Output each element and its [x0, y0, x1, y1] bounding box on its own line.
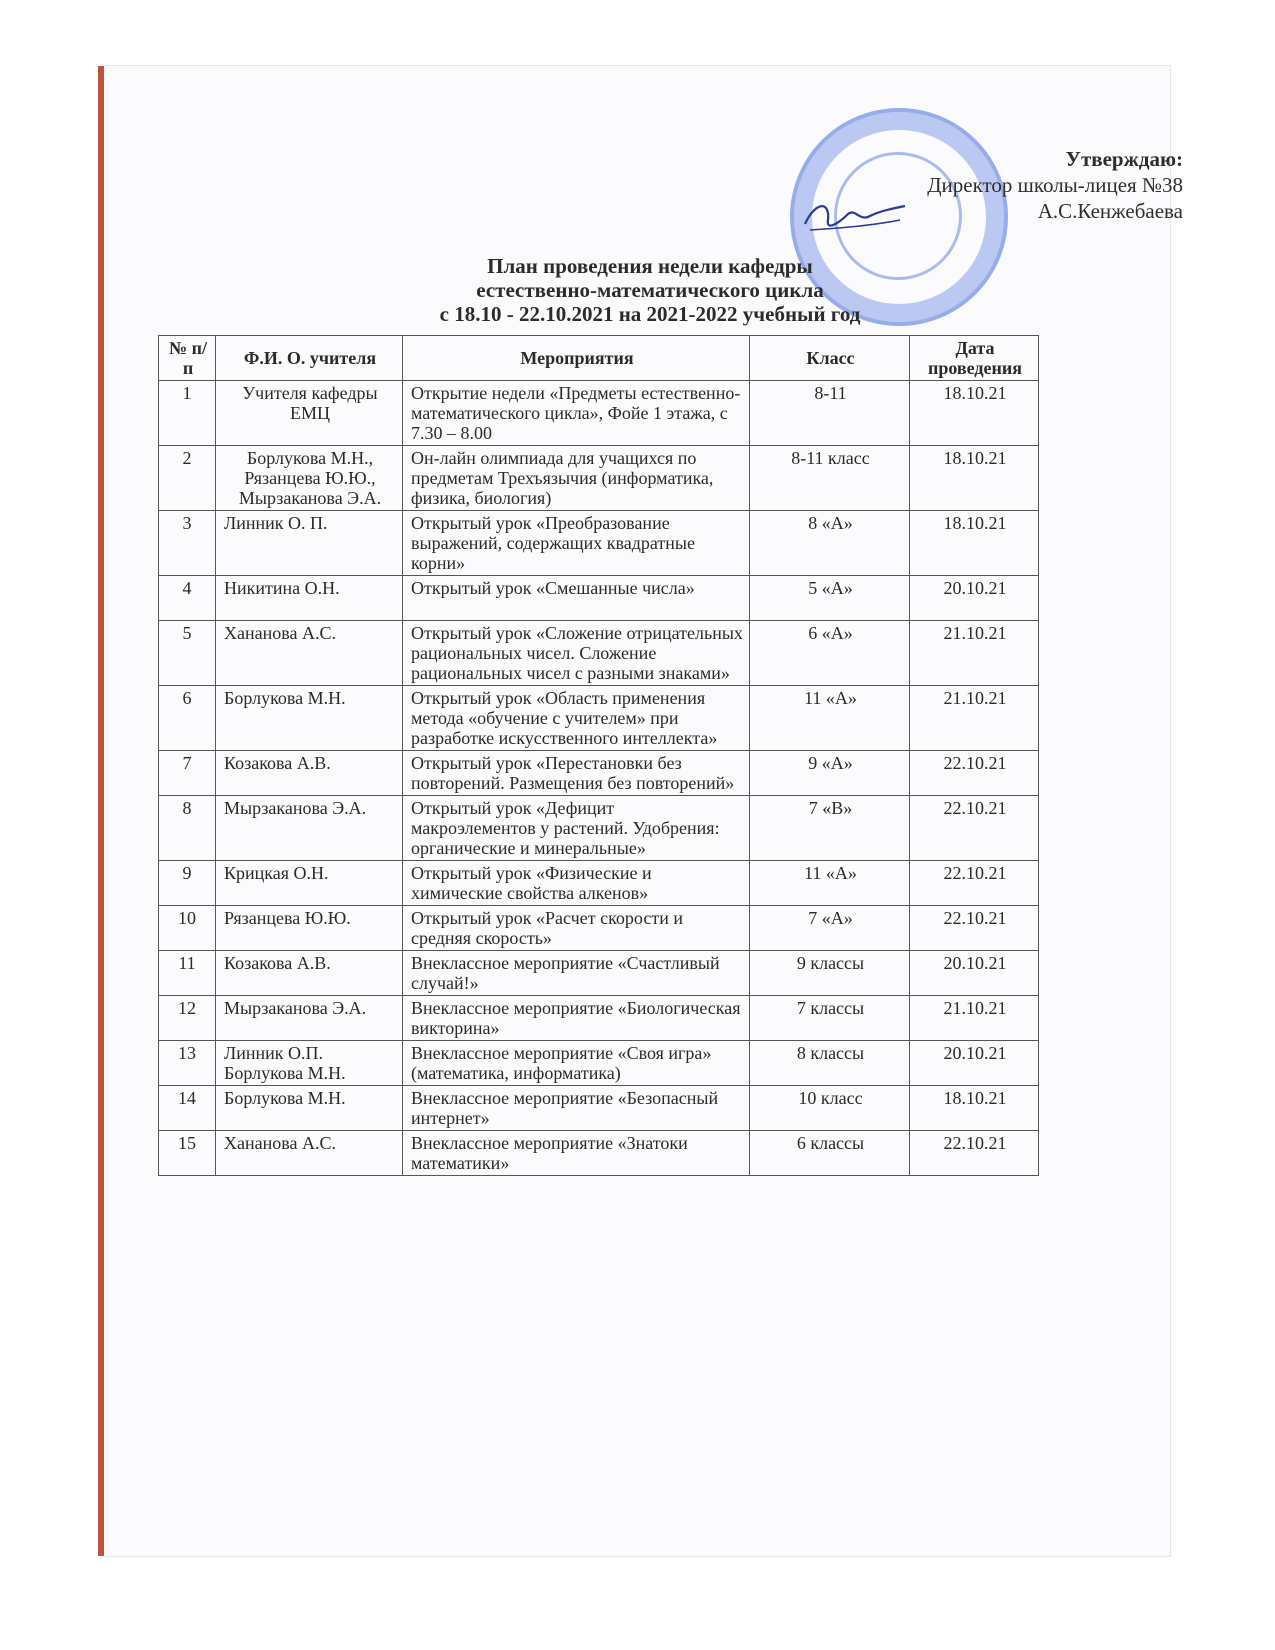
row-teacher: Линник О. П.	[216, 511, 403, 576]
table-row	[159, 686, 1039, 751]
row-event: Открытый урок «Перестановки без повторений. Размещения без повторений»	[403, 751, 750, 796]
row-class: 8 классы	[750, 1041, 910, 1086]
row-num: 7	[159, 751, 216, 796]
table-row	[159, 751, 1039, 796]
row-num: 10	[159, 906, 216, 951]
row-event: Открытый урок «Расчет скорости и средняя скорость»	[403, 906, 750, 951]
row-teacher: Борлукова М.Н., Рязанцева Ю.Ю., Мырзаканова Э.А.	[216, 446, 403, 511]
row-num: 5	[159, 621, 216, 686]
events-table	[158, 335, 1039, 1176]
table-row	[159, 576, 1039, 621]
row-class: 7 «А»	[750, 906, 910, 951]
row-date: 21.10.21	[910, 621, 1039, 686]
row-event: Открытый урок «Дефицит макроэлементов у растений. Удобрения: органические и минеральные»	[403, 796, 750, 861]
table-row	[159, 446, 1039, 511]
table-row	[159, 996, 1039, 1041]
row-class: 7 «В»	[750, 796, 910, 861]
table-row	[159, 511, 1039, 576]
row-num: 15	[159, 1131, 216, 1176]
row-class: 8-11 класс	[750, 446, 910, 511]
row-num: 1	[159, 381, 216, 446]
row-event: Внеклассное мероприятие «Безопасный интернет»	[403, 1086, 750, 1131]
row-date: 22.10.21	[910, 751, 1039, 796]
row-num: 3	[159, 511, 216, 576]
header-teacher: Ф.И. О. учителя	[216, 336, 403, 381]
row-event: Открытый урок «Сложение отрицательных рациональных чисел. Сложение рациональных чисел с разными знаками»	[403, 621, 750, 686]
row-teacher: Линник О.П. Борлукова М.Н.	[216, 1041, 403, 1086]
title-line-3: с 18.10 - 22.10.2021 на 2021-2022 учебный год	[439, 302, 861, 326]
row-num: 13	[159, 1041, 216, 1086]
row-class: 6 классы	[750, 1131, 910, 1176]
row-date: 18.10.21	[910, 511, 1039, 576]
table-row	[159, 861, 1039, 906]
row-class: 10 класс	[750, 1086, 910, 1131]
row-teacher: Хананова А.С.	[216, 621, 403, 686]
row-class: 8 «А»	[750, 511, 910, 576]
row-num: 11	[159, 951, 216, 996]
row-teacher: Рязанцева Ю.Ю.	[216, 906, 403, 951]
approval-name: А.С.Кенжебаева	[1037, 199, 1183, 223]
row-class: 9 классы	[750, 951, 910, 996]
row-teacher: Мырзаканова Э.А.	[216, 996, 403, 1041]
row-teacher: Мырзаканова Э.А.	[216, 796, 403, 861]
header-event: Мероприятия	[403, 336, 750, 381]
row-num: 8	[159, 796, 216, 861]
row-date: 20.10.21	[910, 951, 1039, 996]
row-event: Открытый урок «Физические и химические свойства алкенов»	[403, 861, 750, 906]
row-teacher: Козакова А.В.	[216, 951, 403, 996]
row-date: 20.10.21	[910, 576, 1039, 621]
title-line-1: План проведения недели кафедры	[487, 254, 813, 278]
row-event: Внеклассное мероприятие «Биологическая викторина»	[403, 996, 750, 1041]
row-teacher: Козакова А.В.	[216, 751, 403, 796]
row-date: 21.10.21	[910, 686, 1039, 751]
row-class: 11 «А»	[750, 686, 910, 751]
row-num: 4	[159, 576, 216, 621]
row-event: Открытый урок «Область применения метода «обучение с учителем» при разработке искусственного интеллекта»	[403, 686, 750, 751]
row-event: Внеклассное мероприятие «Знатоки математики»	[403, 1131, 750, 1176]
approval-heading: Утверждаю:	[1065, 147, 1183, 171]
row-date: 22.10.21	[910, 1131, 1039, 1176]
row-teacher: Хананова А.С.	[216, 1131, 403, 1176]
row-date: 20.10.21	[910, 1041, 1039, 1086]
row-num: 2	[159, 446, 216, 511]
row-date: 22.10.21	[910, 906, 1039, 951]
header-num: № п/п	[159, 336, 216, 381]
row-class: 8-11	[750, 381, 910, 446]
row-class: 9 «А»	[750, 751, 910, 796]
row-num: 12	[159, 996, 216, 1041]
row-date: 18.10.21	[910, 446, 1039, 511]
row-class: 5 «А»	[750, 576, 910, 621]
document-title	[300, 254, 1000, 326]
row-teacher: Крицкая О.Н.	[216, 861, 403, 906]
director-signature	[800, 192, 910, 242]
row-event: Он-лайн олимпиада для учащихся по предметам Трехъязычия (информатика, физика, биология)	[403, 446, 750, 511]
row-event: Внеклассное мероприятие «Своя игра» (математика, информатика)	[403, 1041, 750, 1086]
approval-position: Директор школы-лицея №38	[927, 173, 1183, 197]
table-header-row	[159, 336, 1039, 381]
table-row	[159, 1041, 1039, 1086]
table-row	[159, 906, 1039, 951]
approval-block	[913, 146, 1183, 224]
table-row	[159, 951, 1039, 996]
row-num: 14	[159, 1086, 216, 1131]
header-class: Класс	[750, 336, 910, 381]
row-date: 22.10.21	[910, 861, 1039, 906]
header-date: Дата проведения	[910, 336, 1039, 381]
row-date: 18.10.21	[910, 381, 1039, 446]
row-class: 6 «А»	[750, 621, 910, 686]
row-teacher: Борлукова М.Н.	[216, 686, 403, 751]
table-row	[159, 1086, 1039, 1131]
row-event: Открытый урок «Преобразование выражений, содержащих квадратные корни»	[403, 511, 750, 576]
title-line-2: естественно-математического цикла	[476, 278, 824, 302]
row-date: 22.10.21	[910, 796, 1039, 861]
row-teacher: Борлукова М.Н.	[216, 1086, 403, 1131]
row-class: 11 «А»	[750, 861, 910, 906]
row-date: 21.10.21	[910, 996, 1039, 1041]
row-num: 6	[159, 686, 216, 751]
row-event: Открытие недели «Предметы естественно-математического цикла», Фойе 1 этажа, с 7.30 – 8.00	[403, 381, 750, 446]
row-num: 9	[159, 861, 216, 906]
table-row	[159, 381, 1039, 446]
row-class: 7 классы	[750, 996, 910, 1041]
row-teacher: Учителя кафедры ЕМЦ	[216, 381, 403, 446]
row-date: 18.10.21	[910, 1086, 1039, 1131]
row-event: Внеклассное мероприятие «Счастливый случай!»	[403, 951, 750, 996]
row-teacher: Никитина О.Н.	[216, 576, 403, 621]
row-event: Открытый урок «Смешанные числа»	[403, 576, 750, 621]
table-row	[159, 796, 1039, 861]
table-row	[159, 621, 1039, 686]
table-row	[159, 1131, 1039, 1176]
